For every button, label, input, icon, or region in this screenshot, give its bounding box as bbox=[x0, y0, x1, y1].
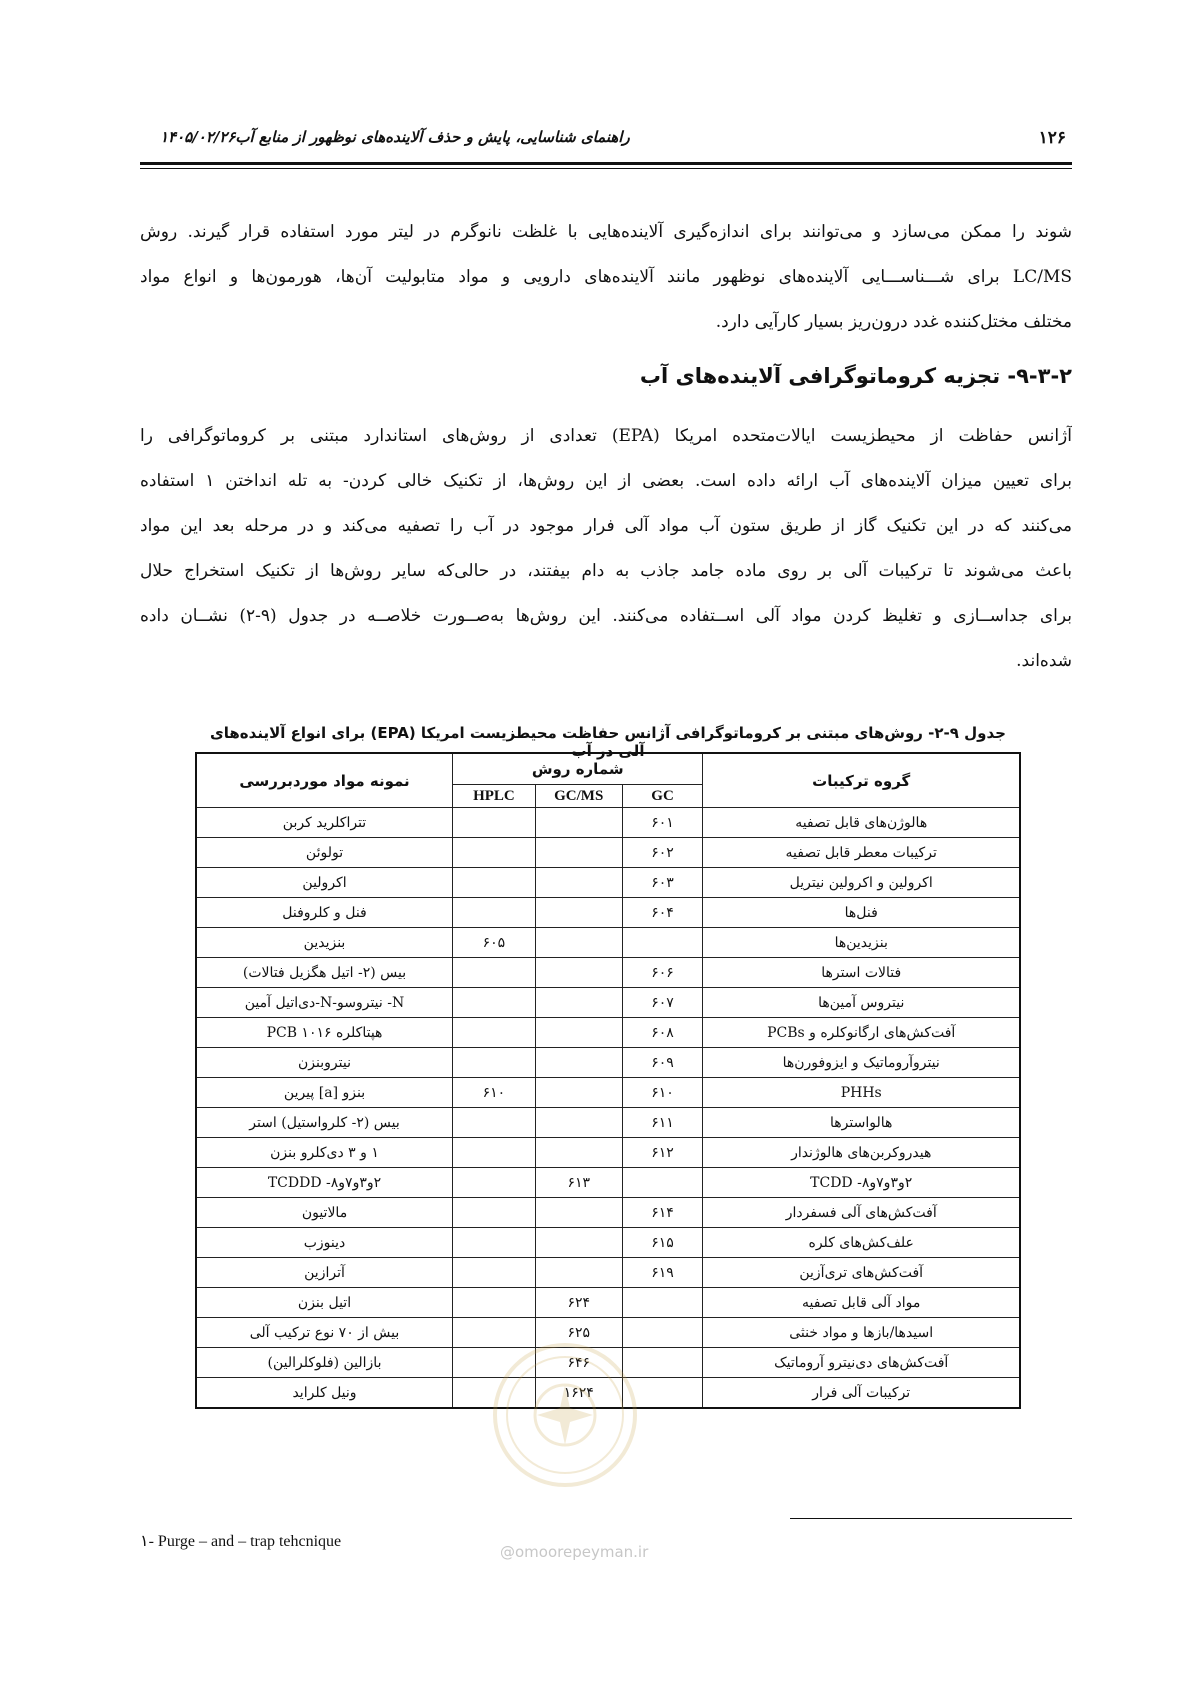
cell-gc: ۶۱۱ bbox=[622, 1108, 703, 1138]
cell-hplc bbox=[453, 988, 536, 1018]
cell-gc: ۶۰۱ bbox=[622, 808, 703, 838]
cell-sample: اکرولین bbox=[196, 868, 453, 898]
cell-hplc bbox=[453, 808, 536, 838]
cell-gc: ۶۰۲ bbox=[622, 838, 703, 868]
paragraph-line: می‌کنند که در این تکنیک گاز از طریق ستون آب مواد آلی فرار موجود در آب را تصفیه می‌کند و در مرحله بعد این مواد bbox=[140, 516, 1072, 536]
paragraph-line: شده‌اند. bbox=[1016, 651, 1072, 671]
table-row bbox=[196, 838, 1020, 868]
cell-group: ترکیبات آلی فرار bbox=[703, 1378, 1020, 1409]
paragraph-line: آژانس حفاظت از محیطزیست ایالات‌متحده امریکا (EPA) تعدادی از روش‌های استاندارد مبتنی بر کروماتوگرافی را bbox=[140, 426, 1072, 446]
table-row bbox=[196, 868, 1020, 898]
cell-hplc bbox=[453, 838, 536, 868]
cell-hplc bbox=[453, 868, 536, 898]
cell-hplc bbox=[453, 958, 536, 988]
table-row bbox=[196, 1108, 1020, 1138]
cell-group: آفت‌کش‌های تری‌آزین bbox=[703, 1258, 1020, 1288]
table-row bbox=[196, 1168, 1020, 1198]
table-row bbox=[196, 898, 1020, 928]
cell-sample: اتیل بنزن bbox=[196, 1288, 453, 1318]
cell-gcms: ۶۲۵ bbox=[535, 1318, 622, 1348]
cell-gc bbox=[622, 928, 703, 958]
cell-sample: بیس (۲- اتیل هگزیل فتالات) bbox=[196, 958, 453, 988]
header-group: گروه ترکیبات bbox=[703, 753, 1020, 808]
cell-gcms bbox=[535, 1138, 622, 1168]
watermark-seal-icon bbox=[490, 1340, 640, 1490]
cell-gc: ۶۰۳ bbox=[622, 868, 703, 898]
cell-sample: نیتروبنزن bbox=[196, 1048, 453, 1078]
footnote: ۱- Purge – and – trap tehcnique bbox=[140, 1533, 342, 1550]
cell-gc: ۶۰۷ bbox=[622, 988, 703, 1018]
cell-group: مواد آلی قابل تصفیه bbox=[703, 1288, 1020, 1318]
table-row bbox=[196, 1138, 1020, 1168]
header-gc: GC bbox=[622, 785, 703, 808]
paragraph-line: مختلف مختل‌کننده غدد درون‌ریز بسیار کارآیی دارد. bbox=[715, 312, 1072, 332]
cell-group: PHHs bbox=[703, 1078, 1020, 1108]
cell-gcms bbox=[535, 1018, 622, 1048]
header-rule-thick bbox=[140, 162, 1072, 165]
cell-gc: ۶۱۵ bbox=[622, 1228, 703, 1258]
cell-sample: بیش از ۷۰ نوع ترکیب آلی bbox=[196, 1318, 453, 1348]
paragraph-intro bbox=[140, 210, 1072, 345]
table-row bbox=[196, 1078, 1020, 1108]
cell-gc: ۶۰۶ bbox=[622, 958, 703, 988]
cell-hplc bbox=[453, 1138, 536, 1168]
watermark-url: @omoorepeyman.ir bbox=[500, 1543, 649, 1561]
cell-gcms bbox=[535, 1258, 622, 1288]
cell-group: آفت‌کش‌های آلی فسفردار bbox=[703, 1198, 1020, 1228]
cell-gcms bbox=[535, 868, 622, 898]
cell-gcms: ۶۴۶ bbox=[535, 1348, 622, 1378]
cell-gc: ۶۱۲ bbox=[622, 1138, 703, 1168]
header-title: راهنمای شناسایی، پایش و حذف آلاینده‌های نوظهور از منابع آب bbox=[235, 128, 630, 146]
cell-group: نیتروس آمین‌ها bbox=[703, 988, 1020, 1018]
cell-gcms bbox=[535, 1048, 622, 1078]
page-number: ۱۲۶ bbox=[1038, 128, 1066, 148]
cell-gc bbox=[622, 1168, 703, 1198]
running-header bbox=[140, 128, 1072, 158]
cell-gcms bbox=[535, 958, 622, 988]
table-row bbox=[196, 1018, 1020, 1048]
cell-gcms: ۱۶۲۴ bbox=[535, 1378, 622, 1409]
cell-sample: آترازین bbox=[196, 1258, 453, 1288]
cell-gcms bbox=[535, 1198, 622, 1228]
footnote-rule bbox=[790, 1518, 1072, 1519]
table-row bbox=[196, 988, 1020, 1018]
header-hplc: HPLC bbox=[453, 785, 536, 808]
table-row bbox=[196, 1228, 1020, 1258]
cell-group: ترکیبات معطر قابل تصفیه bbox=[703, 838, 1020, 868]
cell-group: فتالات استرها bbox=[703, 958, 1020, 988]
table-row bbox=[196, 808, 1020, 838]
cell-sample: ۱ و ۳ دی‌کلرو بنزن bbox=[196, 1138, 453, 1168]
cell-group: هالواسترها bbox=[703, 1108, 1020, 1138]
table-row bbox=[196, 1048, 1020, 1078]
cell-sample: فنل و کلروفنل bbox=[196, 898, 453, 928]
cell-hplc bbox=[453, 1198, 536, 1228]
table-row bbox=[196, 928, 1020, 958]
cell-gcms bbox=[535, 988, 622, 1018]
cell-sample: مالاتیون bbox=[196, 1198, 453, 1228]
cell-group: هالوژن‌های قابل تصفیه bbox=[703, 808, 1020, 838]
cell-hplc bbox=[453, 1288, 536, 1318]
table-row bbox=[196, 1288, 1020, 1318]
cell-sample: N- نیتروسو-N-دی‌اتیل آمین bbox=[196, 988, 453, 1018]
cell-hplc bbox=[453, 1258, 536, 1288]
paragraph-line: برای جداســازی و تغلیظ کردن مواد آلی اســتفاده می‌کنند. این روش‌ها به‌صــورت خلاصــه در جدول (۹-۲) نشــان داده bbox=[140, 606, 1072, 626]
cell-gcms bbox=[535, 1228, 622, 1258]
cell-gc: ۶۰۴ bbox=[622, 898, 703, 928]
cell-gcms: ۶۲۴ bbox=[535, 1288, 622, 1318]
table-row bbox=[196, 1258, 1020, 1288]
cell-hplc bbox=[453, 1018, 536, 1048]
cell-gc bbox=[622, 1288, 703, 1318]
epa-methods-table bbox=[195, 752, 1021, 1409]
cell-hplc bbox=[453, 1168, 536, 1198]
cell-gc: ۶۱۰ bbox=[622, 1078, 703, 1108]
cell-gcms bbox=[535, 1108, 622, 1138]
cell-group: بنزیدین‌ها bbox=[703, 928, 1020, 958]
cell-gcms bbox=[535, 1078, 622, 1108]
cell-gcms: ۶۱۳ bbox=[535, 1168, 622, 1198]
cell-hplc bbox=[453, 1108, 536, 1138]
cell-group: ۲و۳و۷و۸- TCDD bbox=[703, 1168, 1020, 1198]
cell-gc: ۶۱۹ bbox=[622, 1258, 703, 1288]
cell-gcms bbox=[535, 838, 622, 868]
cell-group: هیدروکربن‌های هالوژندار bbox=[703, 1138, 1020, 1168]
cell-hplc bbox=[453, 1228, 536, 1258]
paragraph-line: شوند را ممکن می‌سازد و می‌توانند برای اندازه‌گیری آلاینده‌هایی با غلظت نانوگرم در لیتر مورد استفاده قرار گیرند. روش bbox=[140, 222, 1072, 242]
cell-hplc: ۶۰۵ bbox=[453, 928, 536, 958]
cell-hplc: ۶۱۰ bbox=[453, 1078, 536, 1108]
cell-group: فنل‌ها bbox=[703, 898, 1020, 928]
paragraph-line: باعث می‌شوند تا ترکیبات آلی بر روی ماده جامد جاذب به دام بیفتند، در حالی‌که سایر روش‌ها از تکنیک استخراج حلال bbox=[140, 561, 1072, 581]
header-gcms: GC/MS bbox=[535, 785, 622, 808]
paragraph-epa bbox=[140, 414, 1072, 684]
cell-sample: دینوزب bbox=[196, 1228, 453, 1258]
cell-group: نیتروآروماتیک و ایزوفورن‌ها bbox=[703, 1048, 1020, 1078]
header-method-number: شماره روش bbox=[453, 753, 703, 785]
cell-sample: بنزیدین bbox=[196, 928, 453, 958]
table-body bbox=[196, 808, 1020, 1409]
paragraph-line: LC/MS برای شـــناســـایی آلاینده‌های نوظهور مانند آلاینده‌های دارویی و مواد متابولیت آن‌ها، هورمون‌ها و انواع مواد bbox=[140, 267, 1072, 287]
cell-sample: هپتاکلره PCB ۱۰۱۶ bbox=[196, 1018, 453, 1048]
header-rule-thin bbox=[140, 168, 1072, 169]
cell-sample: بیس (۲- کلرواستیل) استر bbox=[196, 1108, 453, 1138]
section-heading: ۹-۳-۲- تجزیه کروماتوگرافی آلاینده‌های آب bbox=[639, 364, 1072, 388]
cell-group: اکرولین و اکرولین نیتریل bbox=[703, 868, 1020, 898]
cell-group: آفت‌کش‌های ارگانوکلره و PCBs bbox=[703, 1018, 1020, 1048]
cell-sample: ونیل کلراید bbox=[196, 1378, 453, 1409]
table-row bbox=[196, 958, 1020, 988]
cell-gc: ۶۰۹ bbox=[622, 1048, 703, 1078]
cell-group: اسیدها/بازها و مواد خنثی bbox=[703, 1318, 1020, 1348]
cell-group: آفت‌کش‌های دی‌نیترو آروماتیک bbox=[703, 1348, 1020, 1378]
cell-gc: ۶۰۸ bbox=[622, 1018, 703, 1048]
cell-gcms bbox=[535, 808, 622, 838]
header-date: ۱۴۰۵/۰۲/۲۶ bbox=[160, 128, 236, 146]
cell-hplc bbox=[453, 898, 536, 928]
cell-gcms bbox=[535, 898, 622, 928]
cell-sample: ۲و۳و۷و۸- TCDDD bbox=[196, 1168, 453, 1198]
table-row bbox=[196, 1198, 1020, 1228]
header-sample: نمونه مواد موردبررسی bbox=[196, 753, 453, 808]
table-caption: جدول ۹-۲- روش‌های مبتنی بر کروماتوگرافی آژانس حفاظت محیطزیست امریکا (EPA) برای انواع آلاینده‌های آلی در آب bbox=[210, 724, 1006, 760]
cell-sample: بازالین (فلوکلرالین) bbox=[196, 1348, 453, 1378]
cell-gc: ۶۱۴ bbox=[622, 1198, 703, 1228]
cell-group: علف‌کش‌های کلره bbox=[703, 1228, 1020, 1258]
running-title bbox=[144, 128, 630, 146]
cell-sample: بنزو [a] پیرین bbox=[196, 1078, 453, 1108]
cell-sample: تتراکلرید کربن bbox=[196, 808, 453, 838]
cell-gcms bbox=[535, 928, 622, 958]
paragraph-line: برای تعیین میزان آلاینده‌های آب ارائه داده است. بعضی از این روش‌ها، از تکنیک خالی کردن- به تله انداختن ۱ استفاده bbox=[140, 471, 1072, 491]
cell-hplc bbox=[453, 1048, 536, 1078]
cell-sample: تولوئن bbox=[196, 838, 453, 868]
